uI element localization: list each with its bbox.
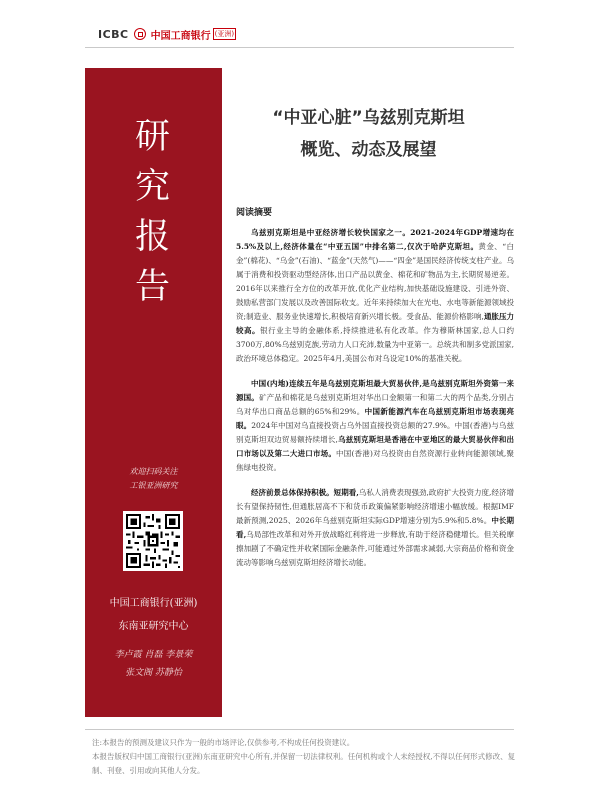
paragraph-text: 乌局部性改革和对外开放战略红利将进一步释放,有助于经济稳健增长。但关税摩擦加剧了不确定性并收紧国际金融条件,可能通过外部需求减弱,大宗商品价格和资金流动等影响乌兹别克斯坦经济增长动能。: [236, 530, 514, 567]
abstract-paragraph: [236, 377, 514, 475]
key-point-text: 乌兹别克斯坦是香港在中亚地区的最大贸易伙伴和出口市场以及第二大进口市场。: [236, 435, 515, 458]
disclaimer: [92, 736, 522, 778]
disclaimer-line: 本报告版权归中国工商银行(亚洲)东南亚研究中心所有,并保留一切法律权利。任何机构或个人未经授权,不得以任何形式修改、复制、刊登、引用或向其他人分发。: [92, 752, 516, 775]
bank-logo: [98, 27, 236, 41]
key-point-text: 中国(内地)连续五年是乌兹别克斯坦最大贸易伙伴,是乌兹别克斯坦外资第一来源国。: [236, 379, 514, 402]
report-type-char: 告: [134, 267, 172, 307]
logo-latin: ICBC: [98, 27, 129, 41]
paragraph-text: 2024年中国对乌直接投资占乌外国直接投资总额的27.9%。中国(香港)与乌兹别克斯坦双边贸易额持续增长,: [236, 421, 515, 444]
sidebar-panel: [85, 68, 222, 717]
report-type-char: 究: [134, 167, 172, 207]
paragraph-text: 乌私人消费表现强劲,政府扩大投资力度,经济增长有望保持韧性,但通胀居高不下和货币政策偏紧影响经济增速小幅放缓。根据IMF最新预测,2025、2026年乌兹别克斯坦实际GDP增速分别为5.9%和5.8%。: [236, 488, 514, 525]
author-list: [85, 646, 222, 682]
abstract-body: [236, 226, 514, 581]
paragraph-text: 银行业主导的金融体系,持续推进私有化改革。作为穆斯林国家,总人口约3700万,80%乌兹别克族,劳动力人口充沛,数量为中亚第一。总统共和制多党派国家,政治环境总体稳定。2025年4月,美国公布对乌设定10%的基准关税。: [236, 326, 514, 363]
paragraph-text: 矿产品和棉花是乌兹别克斯坦对华出口金额第一和第二大的两个品类,分别占乌对华出口商品总额的65%和29%。: [236, 393, 514, 416]
org-department: 东南亚研究中心: [118, 621, 189, 632]
disclaimer-line: 注:本报告的预测及建议只作为一般的市场评论,仅供参考,不构成任何投资建议。: [92, 738, 355, 747]
qr-caption-line: 欢迎扫码关注: [129, 467, 178, 476]
paragraph-text: 黄金、“白金”(棉花)、“乌金”(石油)、“蓝金”(天然气)——“四金”是国民经济传统支柱产业。乌属于消费和投资驱动型经济体,出口产品以黄金、棉花和矿物品为主,长期贸易逆差。2016年以来推行全方位的改革开放,优化产业结构,加快基础设施建设、引进外资、鼓励私营部门发展以及改善国际收支。近年来持续加大在光电、水电等新能源领域投资;制造业、服务业快速增长,积极培育新兴增长极。受食品、能源价格影响,: [236, 242, 514, 321]
qr-code-graphic: [126, 514, 180, 568]
icbc-seal-icon: [134, 28, 146, 40]
qr-code-icon[interactable]: [123, 511, 183, 571]
paragraph-text: 中国(香港)对乌投资由自然资源行业转向能源领域,聚焦绿电投资。: [236, 449, 514, 472]
key-point-text: 经济前景总体保持积极。短期看,: [251, 488, 359, 497]
report-title: “中亚心脏”乌兹别克斯坦: [272, 108, 465, 128]
qr-caption: [85, 465, 222, 493]
author-line: 李卢霞 肖磊 李景荣: [114, 650, 193, 660]
key-point-text: 中长期看,: [236, 516, 515, 539]
abstract-paragraph: [236, 226, 514, 366]
report-type-title: [85, 112, 222, 312]
report-type-char: 研: [134, 117, 172, 157]
key-point-text: 乌兹别克斯坦是中亚经济增长较快国家之一。2021-2024年GDP增速均在5.5%及以上,经济体量在“中亚五国”中排名第二,仅次于哈萨克斯坦。: [236, 228, 514, 251]
author-line: 张文阁 苏静怡: [125, 668, 182, 678]
abstract-paragraph: [236, 486, 514, 570]
key-point-text: 通胀压力较高。: [236, 312, 514, 335]
abstract-heading: 阅读摘要: [236, 208, 273, 218]
key-point-text: 中国新能源汽车在乌兹别克斯坦市场表现亮眼。: [236, 407, 515, 430]
report-type-char: 报: [134, 217, 172, 257]
footer-divider: [85, 729, 514, 730]
logo-name: 中国工商银行: [150, 30, 211, 42]
org-name: 中国工商银行(亚洲): [109, 598, 198, 609]
qr-caption-line: 工银亚洲研究: [129, 481, 178, 490]
report-subtitle: 概览、动态及展望: [300, 140, 437, 160]
header-divider: [85, 47, 514, 48]
logo-region: (亚洲): [214, 30, 235, 38]
